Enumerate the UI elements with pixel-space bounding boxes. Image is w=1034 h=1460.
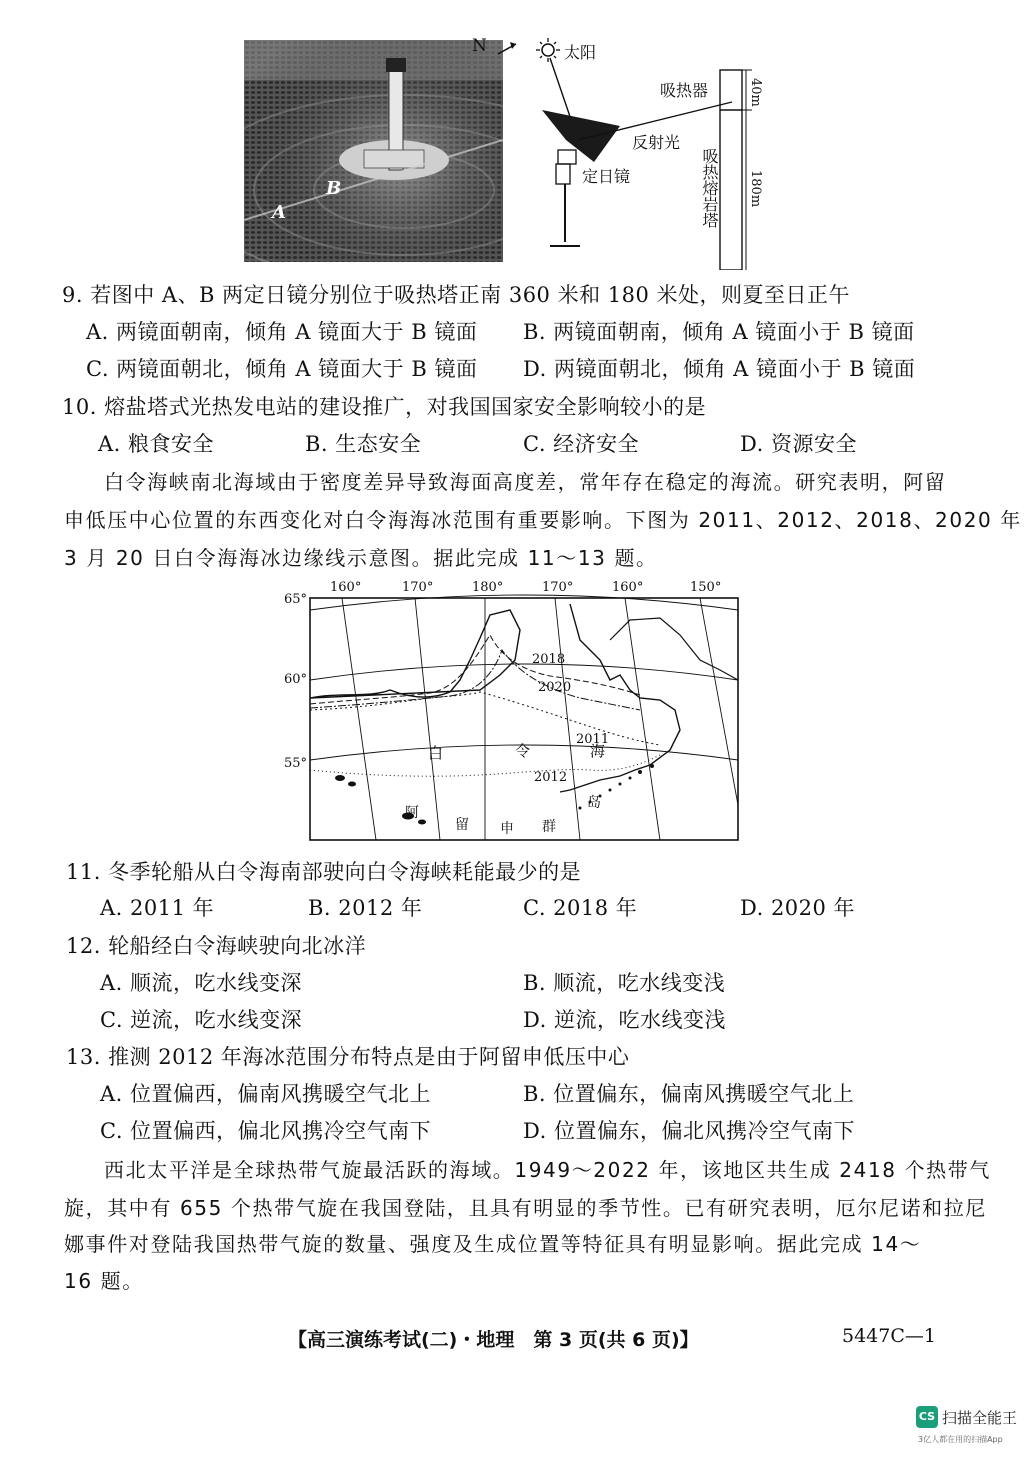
question-12-option-c: C. 逆流，吃水线变深	[100, 1008, 303, 1032]
question-12-stem: 12. 轮船经白令海峡驶向北冰洋	[66, 934, 367, 958]
year-label-2018: 2018	[532, 652, 566, 667]
photo-label-a: A	[272, 202, 286, 223]
lat-label: 65°	[284, 592, 308, 607]
scanner-brand: 扫描全能王	[942, 1409, 1018, 1427]
question-11-option-a: A. 2011 年	[100, 896, 215, 920]
question-10-option-b: B. 生态安全	[305, 432, 422, 456]
island-char: 群	[542, 819, 556, 835]
island-char: 留	[455, 817, 469, 833]
question-10-stem: 10. 熔盐塔式光热发电站的建设推广，对我国国家安全影响较小的是	[62, 395, 707, 419]
year-label-2020: 2020	[538, 680, 572, 695]
passage-bering-line2: 申低压中心位置的东西变化对白令海海冰范围有重要影响。下图为 2011、2012、2018、2020 年	[64, 508, 1022, 532]
question-10-option-d: D. 资源安全	[740, 432, 857, 456]
scanner-badge-icon: CS	[916, 1406, 938, 1428]
question-12-option-a: A. 顺流，吃水线变深	[100, 971, 303, 995]
sea-char: 白	[428, 744, 444, 762]
passage-typhoon-line2: 旋，其中有 655 个热带气旋在我国登陆，且具有明显的季节性。已有研究表明，厄尔尼诺和拉尼	[64, 1196, 987, 1220]
photo-label-b: B	[326, 178, 342, 199]
heliostat-diagram	[470, 30, 770, 270]
question-9-option-c: C. 两镜面朝北，倾角 A 镜面大于 B 镜面	[86, 357, 478, 381]
year-label-2012: 2012	[534, 770, 568, 785]
lon-label: 180°	[472, 580, 504, 595]
question-13-option-d: D. 位置偏东，偏北风携冷空气南下	[523, 1119, 855, 1143]
question-9-option-d: D. 两镜面朝北，倾角 A 镜面小于 B 镜面	[523, 357, 916, 381]
question-11-option-d: D. 2020 年	[740, 896, 856, 920]
question-13-option-a: A. 位置偏西，偏南风携暖空气北上	[100, 1082, 432, 1106]
scanner-watermark	[916, 1404, 1028, 1454]
scanner-tagline: 3亿人都在用的扫描App	[918, 1435, 1003, 1444]
heliostat-diagram-svg	[470, 30, 770, 270]
question-13-stem: 13. 推测 2012 年海冰范围分布特点是由于阿留申低压中心	[66, 1045, 630, 1069]
year-label-2011: 2011	[576, 732, 610, 747]
passage-typhoon-line3: 娜事件对登陆我国热带气旋的数量、强度及生成位置等特征具有明显影响。据此完成 14～	[64, 1232, 922, 1256]
question-13-option-b: B. 位置偏东，偏南风携暖空气北上	[523, 1082, 855, 1106]
question-9-option-b: B. 两镜面朝南，倾角 A 镜面小于 B 镜面	[523, 320, 915, 344]
absorber-label: 吸热器	[660, 81, 709, 100]
passage-bering-line3: 3 月 20 日白令海海冰边缘线示意图。据此完成 11～13 题。	[64, 546, 658, 570]
question-9-option-a: A. 两镜面朝南，倾角 A 镜面大于 B 镜面	[86, 320, 478, 344]
lon-label: 160°	[330, 580, 362, 595]
lat-label: 60°	[284, 672, 308, 687]
island-char: 阿	[405, 805, 419, 821]
lon-label: 170°	[542, 580, 574, 595]
sun-label: 太阳	[564, 43, 597, 62]
solar-field-photo	[244, 40, 503, 262]
page-footer-title: 【高三演练考试(二)・地理 第 3 页(共 6 页)】	[288, 1329, 699, 1351]
question-10-option-a: A. 粮食安全	[98, 432, 215, 456]
north-label: N	[472, 36, 487, 56]
passage-bering-line1: 白令海峡南北海域由于密度差异导致海面高度差，常年存在稳定的海流。研究表明，阿留	[104, 470, 947, 494]
question-10-option-c: C. 经济安全	[523, 432, 640, 456]
sea-char: 海	[590, 742, 606, 760]
question-11-option-b: B. 2012 年	[308, 896, 423, 920]
sea-char: 令	[515, 742, 531, 760]
bering-sea-map	[280, 580, 750, 845]
height-180m: 180m	[748, 170, 763, 208]
question-13-option-c: C. 位置偏西，偏北风携冷空气南下	[100, 1119, 432, 1143]
passage-typhoon-line1: 西北太平洋是全球热带气旋最活跃的海域。1949～2022 年，该地区共生成 2418 个热带气	[104, 1158, 991, 1182]
lon-label: 150°	[690, 580, 722, 595]
bering-sea-map-svg	[280, 580, 750, 845]
lat-label: 55°	[284, 756, 308, 771]
tower-label: 吸热熔岩塔	[700, 148, 719, 228]
page-footer-code: 5447C—1	[842, 1325, 936, 1347]
island-char: 岛	[587, 795, 601, 811]
heliostat-label: 定日镜	[582, 167, 631, 186]
height-40m: 40m	[748, 78, 763, 107]
question-12-option-d: D. 逆流，吃水线变浅	[523, 1008, 726, 1032]
question-11-option-c: C. 2018 年	[523, 896, 638, 920]
lon-label: 170°	[402, 580, 434, 595]
passage-typhoon-line4: 16 题。	[64, 1269, 144, 1293]
reflected-light-label: 反射光	[632, 133, 681, 152]
question-9-stem: 9. 若图中 A、B 两定日镜分别位于吸热塔正南 360 米和 180 米处，则夏至日正午	[62, 283, 851, 307]
question-11-stem: 11. 冬季轮船从白令海南部驶向白令海峡耗能最少的是	[66, 860, 582, 884]
question-12-option-b: B. 顺流，吃水线变浅	[523, 971, 726, 995]
lon-label: 160°	[612, 580, 644, 595]
island-char: 申	[500, 821, 514, 837]
